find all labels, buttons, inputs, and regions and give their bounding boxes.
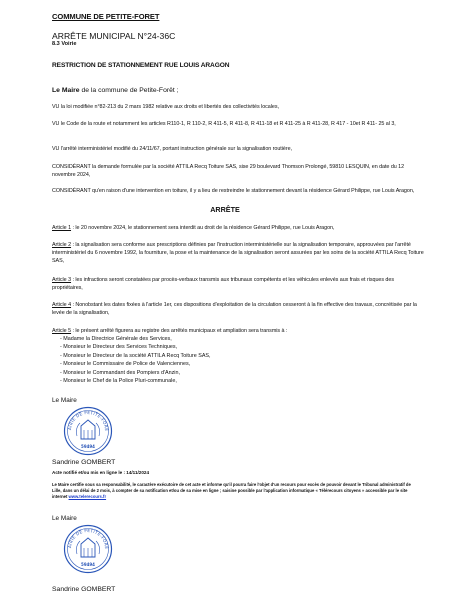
posted-date-note: Acte notifié et/ou mis en ligne le : 14/11/2024 [52, 470, 150, 475]
consideration-vu-loi: VU la loi modifiée n°82-213 du 2 mars 1982 relative aux droits et libertés des collectivités locales, [52, 104, 279, 110]
article-2-label: Article 2 [52, 242, 72, 248]
recipients-list [60, 335, 211, 385]
seal-text-2: AIRIE DE PETITE-FORÊ [66, 527, 110, 550]
recipient-item: - Madame la Directrice Générale des Services, [60, 336, 172, 342]
maire-intro-prefix: Le Maire [52, 87, 80, 94]
article-1 [52, 224, 424, 232]
mairie-seal-stamp-2 [63, 524, 113, 574]
svg-text:MAIRIE DE PETITE-FORÊT [63, 406, 109, 431]
recipient-item: - Monsieur le Chef de la Police Pluri-communale, [60, 378, 177, 385]
article-4-text: : Nonobstant les dates fixées à l'article 1er, ces dispositions d'exploitation de la circulation cesseront à la fin effective des travaux, concrétisée par la levée de la signalisation, [52, 302, 417, 317]
telerecours-link[interactable]: www.telerecours.fr [68, 494, 107, 500]
seal-code-2: 59494 [81, 562, 95, 567]
article-5-label: Article 5 [52, 328, 72, 334]
seal-text: AIRIE DE PETITE-FORÊ [66, 409, 110, 432]
article-4-label: Article 4 [52, 302, 72, 308]
signature-label-2: Le Maire [52, 515, 77, 522]
article-3-text: : les infractions seront constatées par procès-verbaux transmis aux tribunaux compétents et les véhicules enlevés aux frais et risques des propriétaires, [52, 277, 394, 292]
commune-header: COMMUNE DE PETITE-FORET [52, 12, 160, 21]
article-3-label: Article 3 [52, 277, 72, 283]
arrete-subject: RESTRICTION DE STATIONNEMENT RUE LOUIS ARAGON [52, 62, 230, 69]
svg-text:MAIRIE DE PETITE-FORÊT [63, 524, 109, 549]
consideration-vu-code: VU le Code de la route et notamment les articles R110-1, R 110-2, R 411-5, R 411-8, R 411-18 et R 411-25 à R 411-28, R 417 - 10et R 411- 25 al 3, [52, 121, 396, 127]
signatory-name-2: Sandrine GOMBERT [52, 586, 116, 593]
arrete-title: ARRÊTE [210, 205, 240, 214]
seal-code: 59494 [81, 444, 95, 449]
article-5-text: : le présent arrêté figurera au registre des arrêtés municipaux et ampliation sera transmis à : [71, 328, 288, 334]
recipient-item: - Monsieur le Commissaire de Police de Valenciennes, [60, 361, 191, 368]
arrete-number: ARRÊTE MUNICIPAL N°24-36C [52, 31, 176, 41]
recipient-item: - Monsieur le Commandant des Pompiers d'Anzin, [60, 369, 180, 376]
article-1-text: : le 20 novembre 2024, le stationnement sera interdit au droit de la résidence Gérard Philippe, rue Louis Aragon, [71, 225, 335, 231]
consideration-demande: CONSIDÉRANT la demande formulée par la société ATTILA Recq Toiture SAS, sise 29 boulevard Thomson Prolongé, 59810 LESQUIN, en date du 12 novembre 2024, [52, 164, 405, 179]
article-5 [52, 327, 424, 335]
article-3 [52, 276, 424, 292]
recipient-item: - Monsieur le Directeur des Services Techniques, [60, 344, 178, 351]
voirie-category: 8.3 Voirie [52, 41, 77, 47]
consideration-intervention: CONSIDÉRANT qu'en raison d'une intervention en toiture, il y a lieu de restreindre le stationnement devant la résidence Gérard Philippe, rue Louis Aragon, [52, 188, 415, 194]
article-2-text: : la signalisation sera conforme aux prescriptions définies par l'instruction interministérielle sur la signalisation temporaire, approuvées par l'arrêté interministériel du 6 novembre 1992, la fourniture, la pose et la maintenance de la signalisation seront assurées par les soins de la société ATTILA Recq Toiture SAS, [52, 242, 424, 265]
consideration-vu-arrete: VU l'arrêté interministériel modifié du 24/11/67, portant instruction générale sur la signalisation routière, [52, 146, 292, 152]
maire-intro-suffix: de la commune de Petite-Forêt ; [79, 87, 179, 94]
signature-label: Le Maire [52, 397, 77, 404]
maire-intro [52, 87, 179, 94]
article-4 [52, 301, 424, 317]
article-2 [52, 241, 424, 266]
legal-notice [52, 482, 412, 501]
legal-notice-text: Le Maire certifie sous sa responsabilité, le caractère exécutoire de cet acte et informe qu'il pourra faire l'objet d'un recours pour excès de pouvoir devant le Tribunal administratif de Lille, dans un délai de 2 mois, à compter de sa notification et/ou de sa mise en ligne ; saisine possible par l'application informatique « Télérecours citoyens » accessible par le site internet [52, 482, 411, 500]
signatory-name: Sandrine GOMBERT [52, 459, 116, 466]
mairie-seal-stamp [63, 406, 113, 456]
recipient-item: - Monsieur le Directeur de la société ATTILA Recq Toiture SAS, [60, 352, 211, 359]
article-1-label: Article 1 [52, 225, 72, 231]
